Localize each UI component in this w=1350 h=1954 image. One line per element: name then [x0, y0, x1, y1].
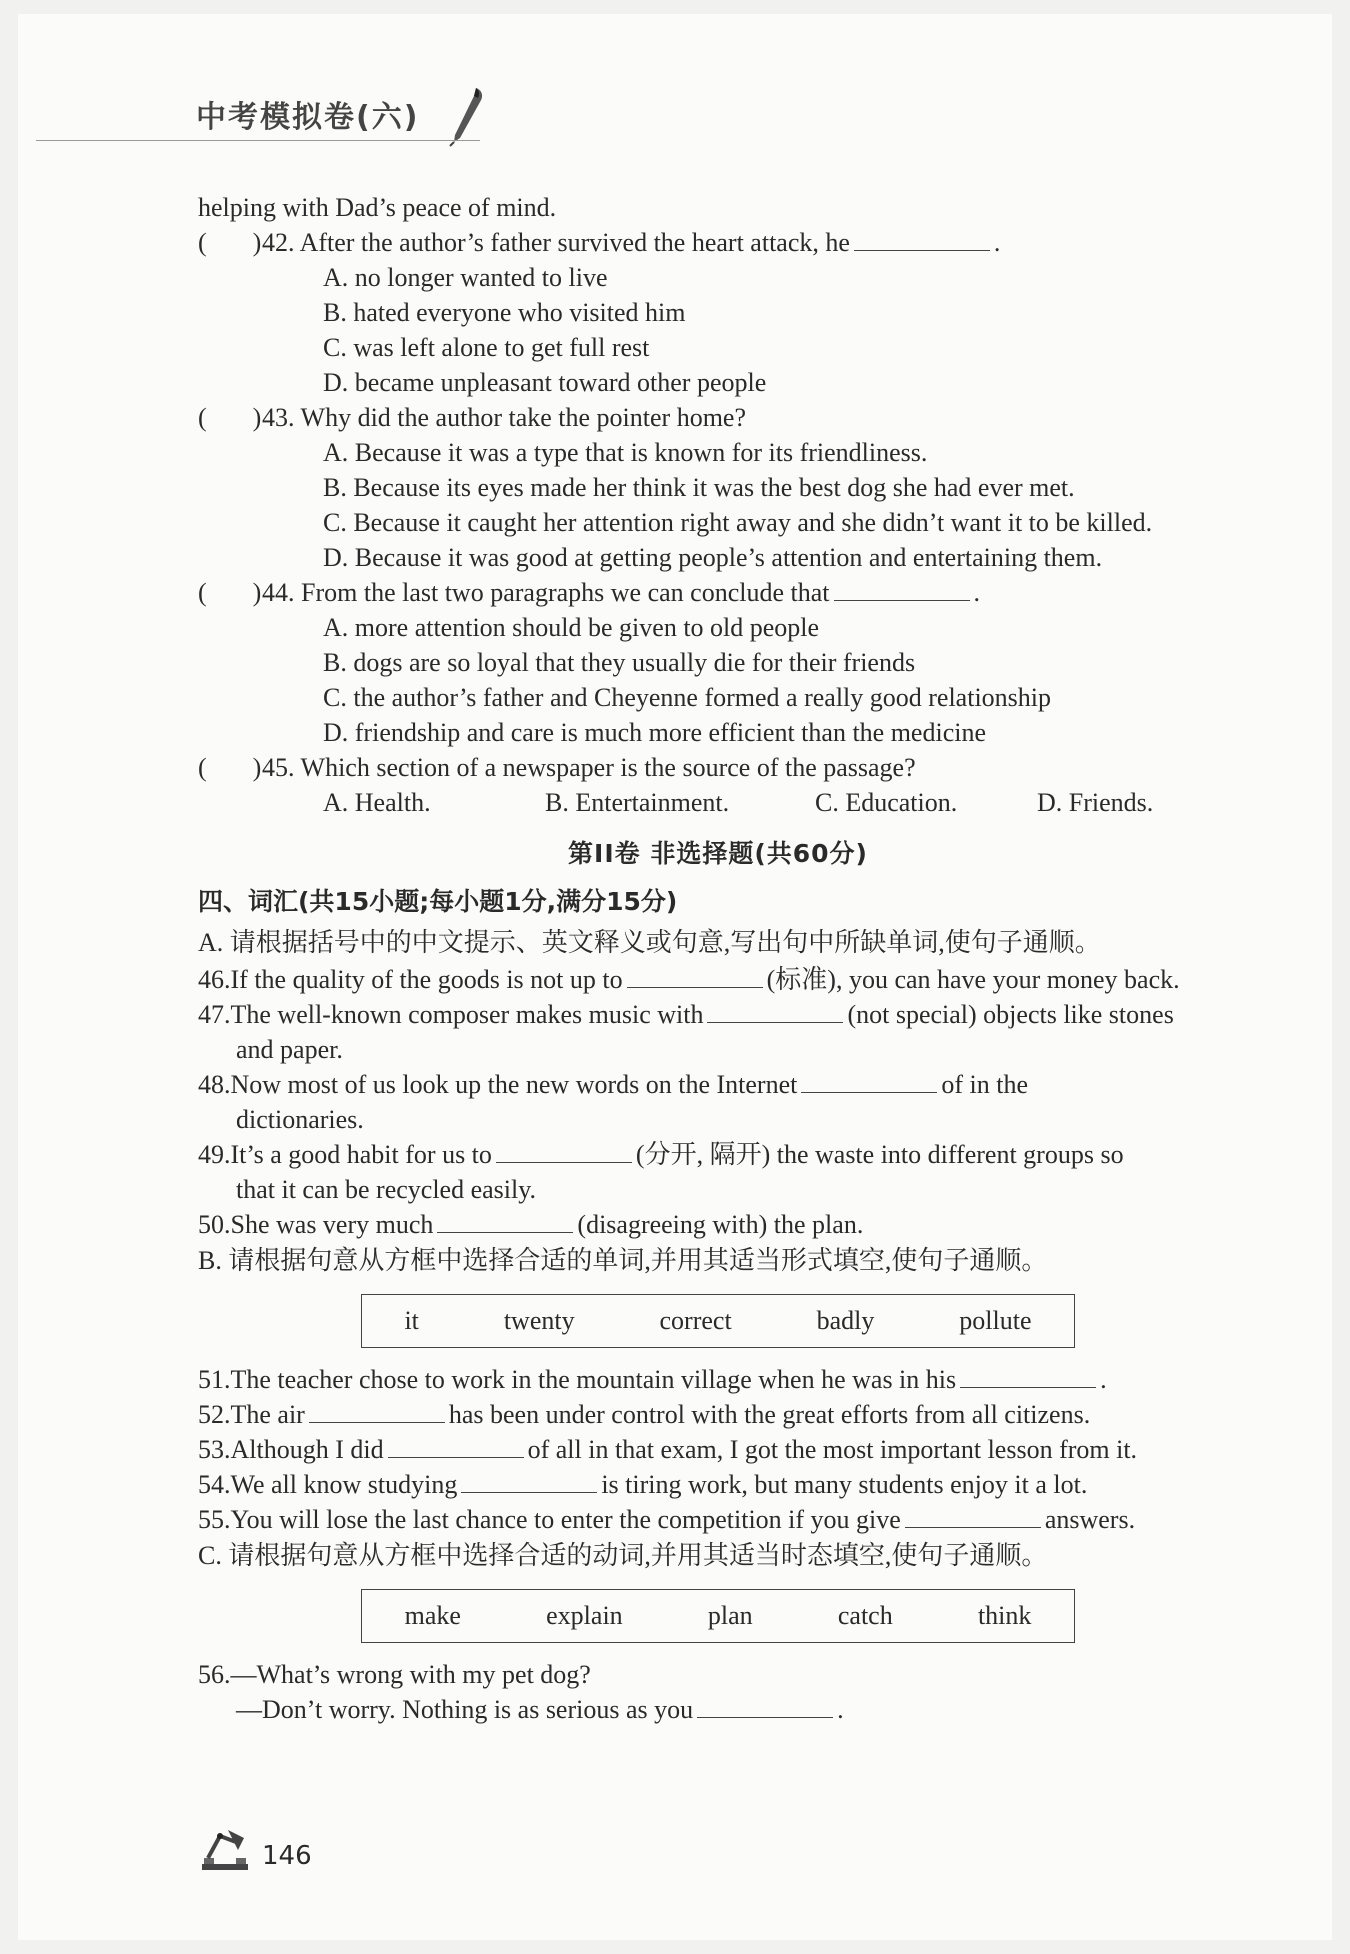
page-content — [198, 190, 1238, 1727]
word-option: badly — [816, 1306, 875, 1335]
word-option: plan — [707, 1601, 753, 1630]
answer-blank[interactable] — [461, 1470, 597, 1493]
word-option: explain — [546, 1601, 623, 1630]
question-44: ( )44. From the last two paragraphs we can conclude that . A. more attention should be given to old people B. dogs are so loyal that they usually die for their friends C. the author’s father and Cheyenne formed a really good relationship D. friendship and care is much more efficient than the medicine — [198, 575, 1238, 750]
partC-instruction: C. 请根据句意从方框中选择合适的动词,并用其适当时态填空,使句子通顺。 — [198, 1541, 1048, 1570]
word-option: catch — [837, 1601, 893, 1630]
page-footer — [198, 1822, 312, 1877]
pen-icon — [446, 86, 486, 153]
section4-title: 四、词汇(共15小题;每小题1分,满分15分) — [198, 887, 678, 916]
option-d: D. friendship and care is much more efficient than the medicine — [323, 718, 986, 747]
answer-blank[interactable] — [707, 1000, 843, 1023]
option-a: A. Because it was a type that is known for its friendliness. — [323, 438, 928, 467]
item-53: 53.Although I did of all in that exam, I got the most important lesson from it. — [198, 1435, 1138, 1464]
option-c: C. Because it caught her attention right away and she didn’t want it to be killed. — [323, 508, 1153, 537]
answer-paren[interactable]: ( ) — [198, 403, 262, 432]
item-55: 55.You will lose the last chance to enter the competition if you give answers. — [198, 1505, 1136, 1534]
word-option: make — [404, 1601, 461, 1630]
word-option: twenty — [503, 1306, 575, 1335]
word-box-b — [361, 1294, 1075, 1348]
option-a: A. no longer wanted to live — [323, 263, 608, 292]
answer-paren[interactable]: ( ) — [198, 578, 262, 607]
question-stem: 45. Which section of a newspaper is the source of the passage? — [262, 753, 916, 782]
continuation-text: helping with Dad’s peace of mind. — [198, 193, 557, 222]
word-option: it — [404, 1306, 419, 1335]
word-option: correct — [659, 1306, 732, 1335]
options-row — [198, 785, 1238, 820]
item-46: 46.If the quality of the goods is not up to (标准), you can have your money back. — [198, 965, 1180, 994]
partB-instruction: B. 请根据句意从方框中选择合适的单词,并用其适当形式填空,使句子通顺。 — [198, 1246, 1048, 1275]
header-title: 中考模拟卷(六) — [196, 100, 420, 135]
option-b: B. dogs are so loyal that they usually die for their friends — [323, 648, 916, 677]
item-47: 47.The well-known composer makes music with (not special) objects like stones and paper. — [198, 1000, 1174, 1064]
option-c: C. Education. — [815, 788, 958, 817]
answer-blank[interactable] — [437, 1210, 573, 1233]
page-number: 146 — [262, 1841, 312, 1871]
desk-lamp-icon — [198, 1822, 254, 1877]
option-a: A. more attention should be given to old people — [323, 613, 820, 642]
question-stem: 44. From the last two paragraphs we can conclude that — [262, 578, 830, 607]
question-45 — [198, 750, 1238, 820]
item-56: 56.—What’s wrong with my pet dog? —Don’t worry. Nothing is as serious as you . — [198, 1660, 844, 1724]
option-c: C. was left alone to get full rest — [323, 333, 650, 362]
item-52: 52.The air has been under control with the great efforts from all citizens. — [198, 1400, 1091, 1429]
header-rule — [36, 140, 480, 141]
answer-paren[interactable]: ( ) — [198, 228, 262, 257]
answer-blank[interactable] — [854, 228, 990, 251]
page-sheet — [18, 14, 1332, 1940]
answer-blank[interactable] — [697, 1695, 833, 1718]
item-48: 48.Now most of us look up the new words on the Internet of in the dictionaries. — [198, 1070, 1029, 1134]
question-43 — [198, 400, 1238, 575]
option-d: D. Friends. — [1037, 788, 1154, 817]
option-b: B. Because its eyes made her think it was the best dog she had ever met. — [323, 473, 1075, 502]
item-51: 51.The teacher chose to work in the mountain village when he was in his . — [198, 1365, 1107, 1394]
question-stem: 43. Why did the author take the pointer home? — [262, 403, 746, 432]
answer-blank[interactable] — [801, 1070, 937, 1093]
question-42: ( )42. After the author’s father survived the heart attack, he . A. no longer wanted to live B. hated everyone who visited him C. was left alone to get full rest D. became unpleasant toward other people — [198, 225, 1238, 400]
answer-blank[interactable] — [627, 965, 763, 988]
answer-blank[interactable] — [388, 1435, 524, 1458]
answer-blank[interactable] — [960, 1365, 1096, 1388]
option-a: A. Health. — [323, 788, 431, 817]
word-box-c — [361, 1589, 1075, 1643]
option-c: C. the author’s father and Cheyenne formed a really good relationship — [323, 683, 1052, 712]
option-d: D. became unpleasant toward other people — [323, 368, 767, 397]
answer-blank[interactable] — [834, 578, 970, 601]
option-b: B. hated everyone who visited him — [323, 298, 686, 327]
item-54: 54.We all know studying is tiring work, but many students enjoy it a lot. — [198, 1470, 1088, 1499]
question-stem: 42. After the author’s father survived the heart attack, he — [262, 228, 850, 257]
item-50: 50.She was very much (disagreeing with) the plan. — [198, 1210, 864, 1239]
word-option: pollute — [959, 1306, 1032, 1335]
answer-paren[interactable]: ( ) — [198, 753, 262, 782]
item-49: 49.It’s a good habit for us to (分开, 隔开) the waste into different groups so that it can be recycled easily. — [198, 1140, 1124, 1204]
option-d: D. Because it was good at getting people’s attention and entertaining them. — [323, 543, 1103, 572]
answer-blank[interactable] — [496, 1140, 632, 1163]
answer-blank[interactable] — [309, 1400, 445, 1423]
answer-blank[interactable] — [905, 1505, 1041, 1528]
partA-instruction: A. 请根据括号中的中文提示、英文释义或句意,写出句中所缺单词,使句子通顺。 — [198, 928, 1101, 957]
word-option: think — [977, 1601, 1032, 1630]
part2-title: 第II卷 非选择题(共60分) — [568, 839, 868, 868]
page-header — [196, 92, 419, 146]
option-b: B. Entertainment. — [545, 788, 730, 817]
